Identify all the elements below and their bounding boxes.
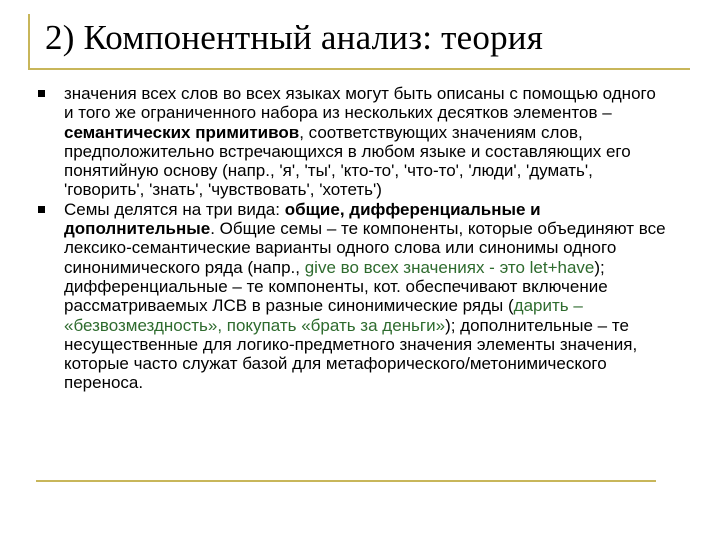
bullet-text [64,84,656,199]
bullet-segment: ); дополнительные – те несущественные для логико-предметного значения элементы значения, которые часто служат базой для метафорического/метонимического переноса. [64,315,638,393]
bullet-text [64,200,666,393]
title-accent-underline [28,68,690,70]
bullet-item-seme-types [38,200,668,393]
square-bullet-icon [38,90,45,97]
title-accent-vertical-line [28,14,30,70]
bottom-accent-line [36,480,656,482]
example-text-give: give во всех значениях - это let+have [304,257,595,277]
bullet-segment: значения всех слов во всех языках могут быть описаны с помощью одного и того же ограниченного набора из нескольких десятков элементов – [64,84,656,123]
slide-title: 2) Компонентный анализ: теория [45,18,543,57]
square-bullet-icon [38,206,45,213]
bullet-segment: ); дифференциальные – те компоненты, кот. обеспечивают включение рассматриваемых ЛСВ в разные синонимические ряды ( [64,257,608,316]
bullet-segment-bold: общие, дифференциальные и дополнительные [64,199,541,239]
bullet-segment: , соответствующих значениям слов, предположительно встречающихся в любом языке и составляющих его понятийную основу (напр., 'я', 'ты', 'кто-то', 'что-то', 'люди', 'думать', 'говорить', 'знать', 'чувствовать', 'хотеть') [64,122,631,200]
bullet-segment: Семы делятся на три вида: [64,199,285,219]
bullet-segment: . Общие семы – те компоненты, которые объединяют все лексико-семантические варианты одного слова или синонимы одного синонимического ряда (напр., [64,219,666,277]
bullet-item-semantic-primitives [38,84,668,200]
bullet-segment-bold: семантических примитивов [64,122,300,142]
example-text-darit: дарить – «безвозмездность», покупать «брать за деньги» [64,296,583,335]
bullet-list [38,84,668,393]
